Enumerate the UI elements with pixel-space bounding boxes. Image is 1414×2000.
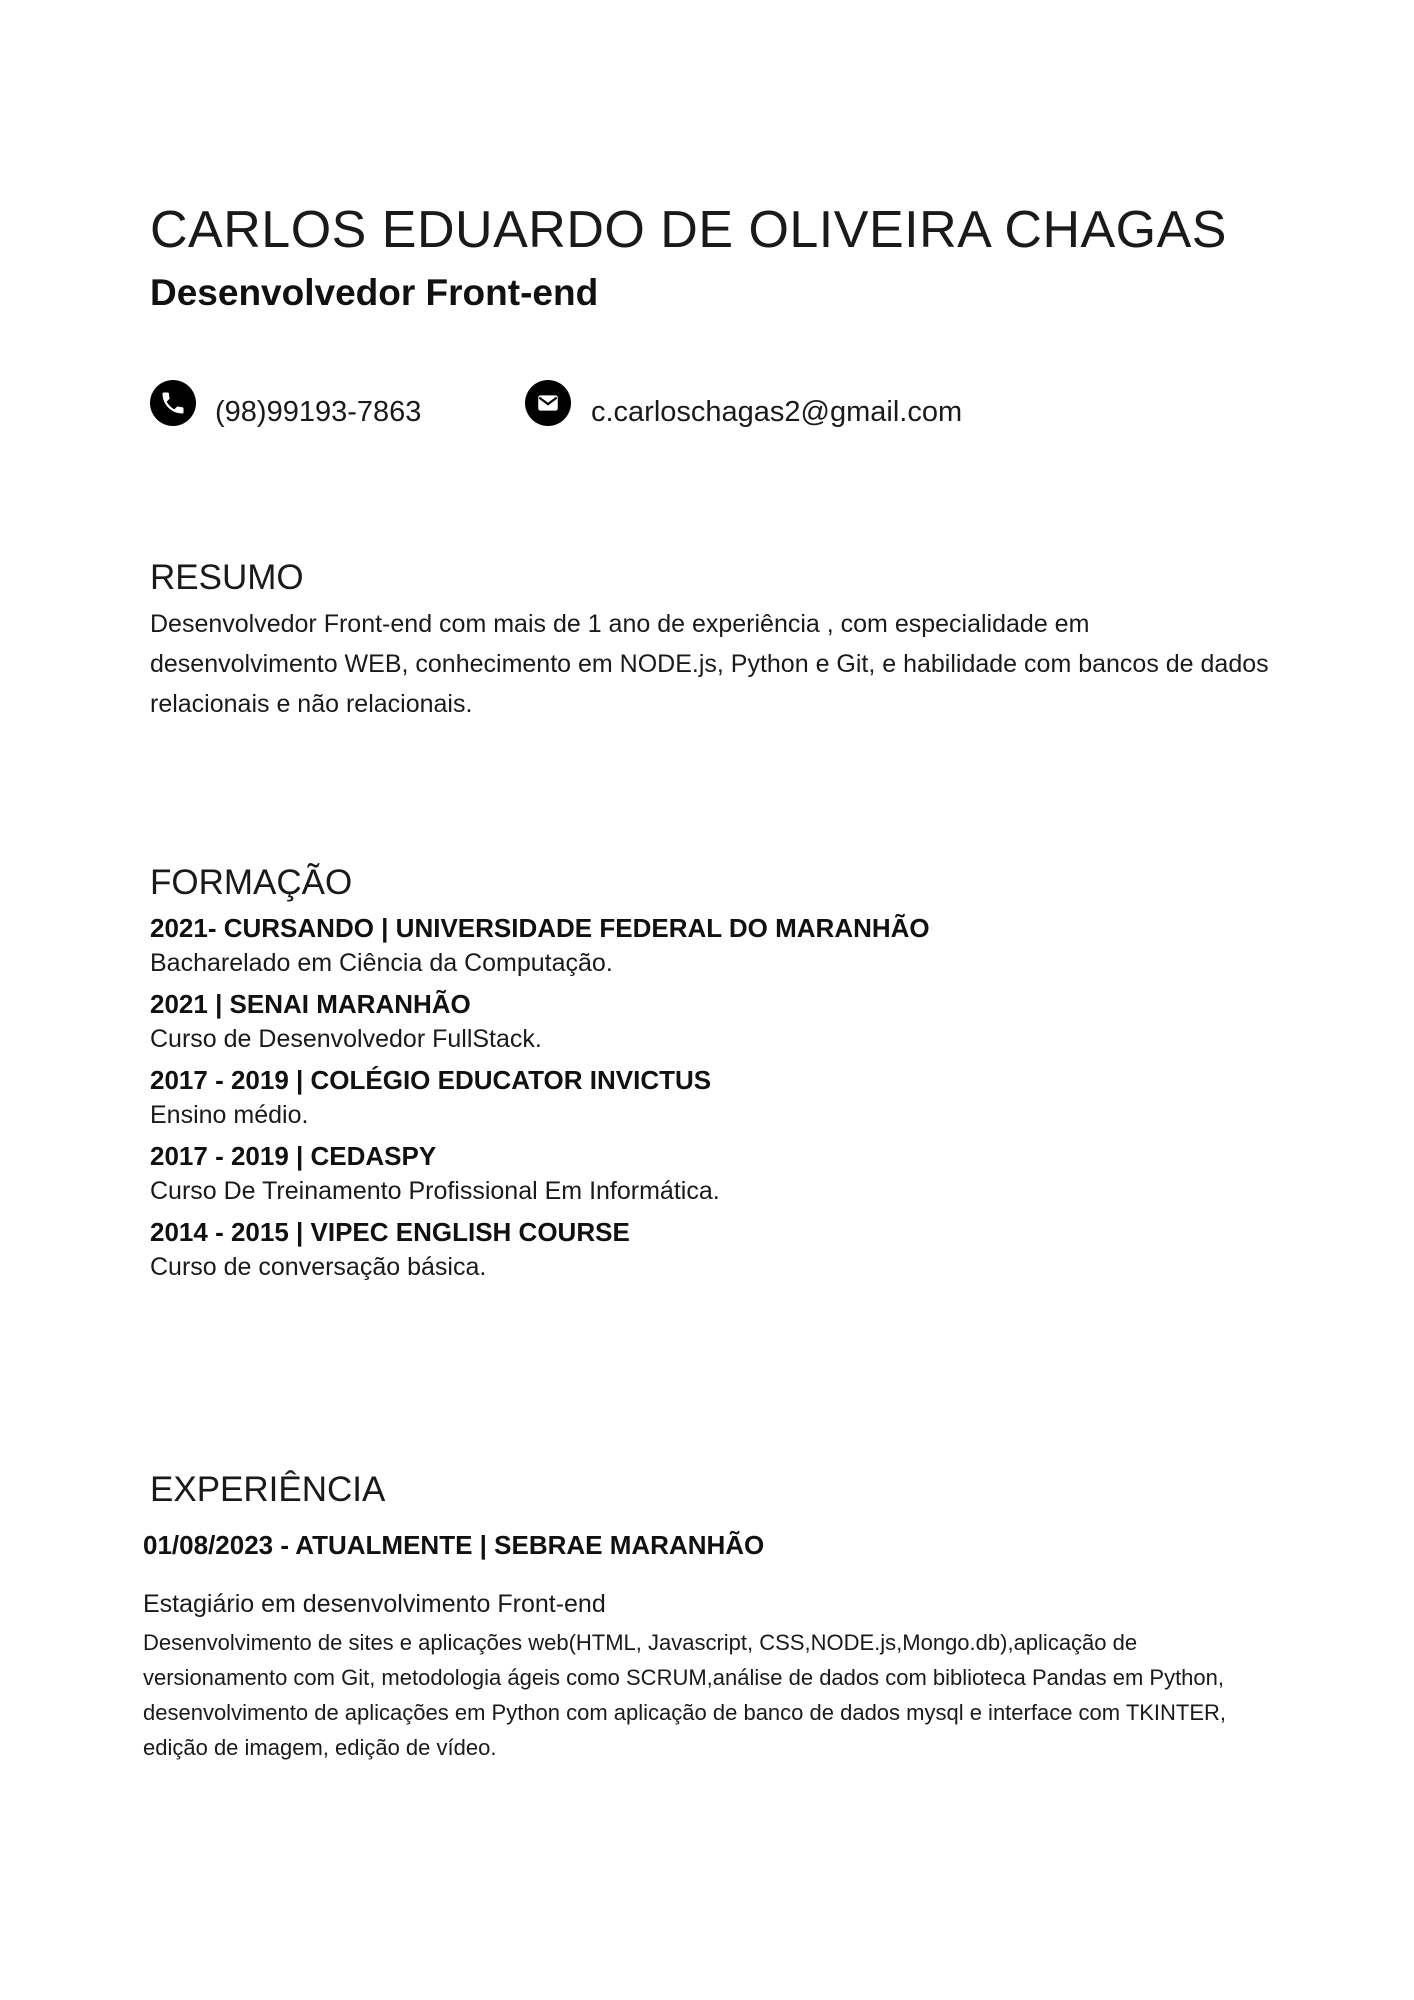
education-item — [150, 1062, 1300, 1132]
phone-number: (98)99193-7863 — [215, 396, 422, 428]
summary-text: Desenvolvedor Front-end com mais de 1 ano de experiência , com especialidade em desenvolvimento WEB, conhecimento em NODE.js, Python e Git, e habilidade com bancos de dados relacionais e não relacionais. — [150, 610, 1269, 718]
education-item-description: Curso de conversação básica. — [150, 1253, 487, 1281]
email-address: c.carloschagas2@gmail.com — [591, 396, 963, 428]
education-item-description: Curso de Desenvolvedor FullStack. — [150, 1025, 542, 1053]
education-item-heading: 2021 | SENAI MARANHÃO — [150, 989, 471, 1019]
envelope-icon — [525, 380, 571, 426]
experience-heading: 01/08/2023 - ATUALMENTE | SEBRAE MARANHÃO — [143, 1530, 765, 1560]
education-title: FORMAÇÃO — [150, 863, 353, 902]
experience-title: EXPERIÊNCIA — [150, 1470, 386, 1509]
education-item — [150, 986, 1300, 1056]
education-item — [150, 910, 1300, 980]
education-item-description: Bacharelado em Ciência da Computação. — [150, 949, 613, 977]
education-item — [150, 1138, 1300, 1208]
education-item-heading: 2014 - 2015 | VIPEC ENGLISH COURSE — [150, 1217, 630, 1247]
education-item-description: Curso De Treinamento Profissional Em Informática. — [150, 1177, 720, 1205]
experience-description: Desenvolvimento de sites e aplicações web(HTML, Javascript, CSS,NODE.js,Mongo.db),aplicação de versionamento com Git, metodologia ágeis como SCRUM,análise de dados com biblioteca Pandas em Python, desenvolvimento de aplicações em Python com aplicação de banco de dados mysql e interface com TKINTER, edição de imagem, edição de vídeo. — [143, 1630, 1227, 1760]
phone-icon — [150, 380, 196, 426]
education-item-heading: 2017 - 2019 | CEDASPY — [150, 1141, 437, 1171]
education-item — [150, 1214, 1300, 1284]
education-item-heading: 2017 - 2019 | COLÉGIO EDUCATOR INVICTUS — [150, 1065, 712, 1095]
summary-title: RESUMO — [150, 558, 304, 597]
candidate-role: Desenvolvedor Front-end — [150, 272, 599, 313]
education-item-description: Ensino médio. — [150, 1101, 309, 1129]
experience-role: Estagiário em desenvolvimento Front-end — [143, 1590, 606, 1618]
candidate-name: CARLOS EDUARDO DE OLIVEIRA CHAGAS — [150, 201, 1227, 259]
education-item-heading: 2021- CURSANDO | UNIVERSIDADE FEDERAL DO MARANHÃO — [150, 913, 930, 943]
education-list — [150, 910, 1300, 1290]
